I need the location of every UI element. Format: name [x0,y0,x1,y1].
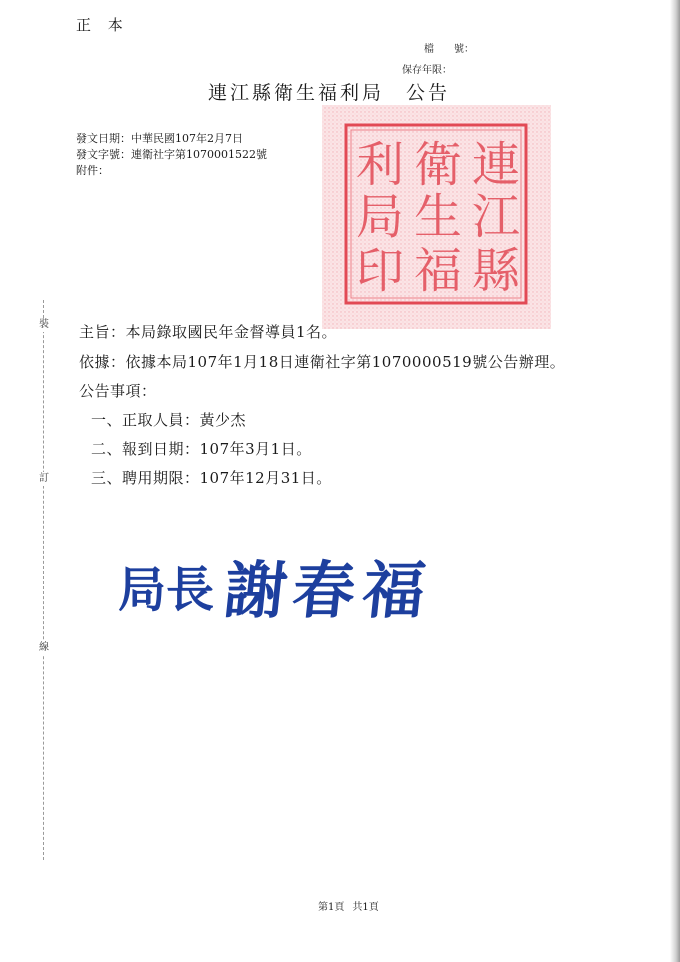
binding-dashed-line [43,300,44,860]
scan-edge-shadow [670,0,680,962]
svg-text:衛: 衛 [413,137,463,193]
svg-text:江: 江 [471,189,521,245]
svg-text:連: 連 [471,137,521,193]
announcement-item: 三、聘用期限：107年12月31日。 [91,469,332,487]
basis-line: 依據：依據本局107年1月18日連衛社字第1070000519號公告辦理。 [79,353,566,371]
svg-text:福: 福 [359,554,429,627]
svg-text:利: 利 [355,137,405,193]
svg-text:印: 印 [355,243,405,299]
document-title [208,78,450,105]
svg-text:春: 春 [289,554,359,627]
attachment-label: 附件： [76,164,109,177]
svg-text:生: 生 [413,189,463,245]
svg-text:局: 局 [355,189,405,245]
announcement-header: 公告事項： [79,382,157,400]
binding-mark-ding: 訂 [39,473,49,484]
issue-date: 發文日期：中華民國107年2月7日 [76,132,243,145]
page-footer [318,898,379,913]
seal-glyphs [356,137,521,299]
official-seal-stamp [320,103,553,331]
announcement-item: 二、報到日期：107年3月1日。 [91,440,312,458]
file-number-label: 檔 號： [424,44,474,55]
issuing-agency: 連江縣衛生福利局 [208,82,385,104]
binding-mark-zhuang: 裝 [39,319,49,330]
page-total: 共1頁 [352,902,379,913]
svg-text:局: 局 [118,562,167,618]
binding-mark-xian: 線 [39,642,49,653]
svg-text:謝: 謝 [221,554,291,627]
retention-period-label: 保存年限： [402,65,452,76]
announcement-item: 一、正取人員：黃少杰 [91,411,247,429]
issue-number: 發文字號：連衛社字第1070001522號 [76,148,267,161]
original-copy-mark: 正 本 [76,16,129,34]
document-type: 公告 [406,82,451,104]
signature-glyphs [118,554,429,627]
page-number: 第1頁 [318,902,345,913]
director-signature-stamp [118,542,438,632]
subject-line: 主旨：本局錄取國民年金督導員1名。 [79,323,338,341]
svg-text:長: 長 [166,562,215,618]
svg-text:縣: 縣 [471,243,521,299]
svg-text:福: 福 [413,243,463,299]
